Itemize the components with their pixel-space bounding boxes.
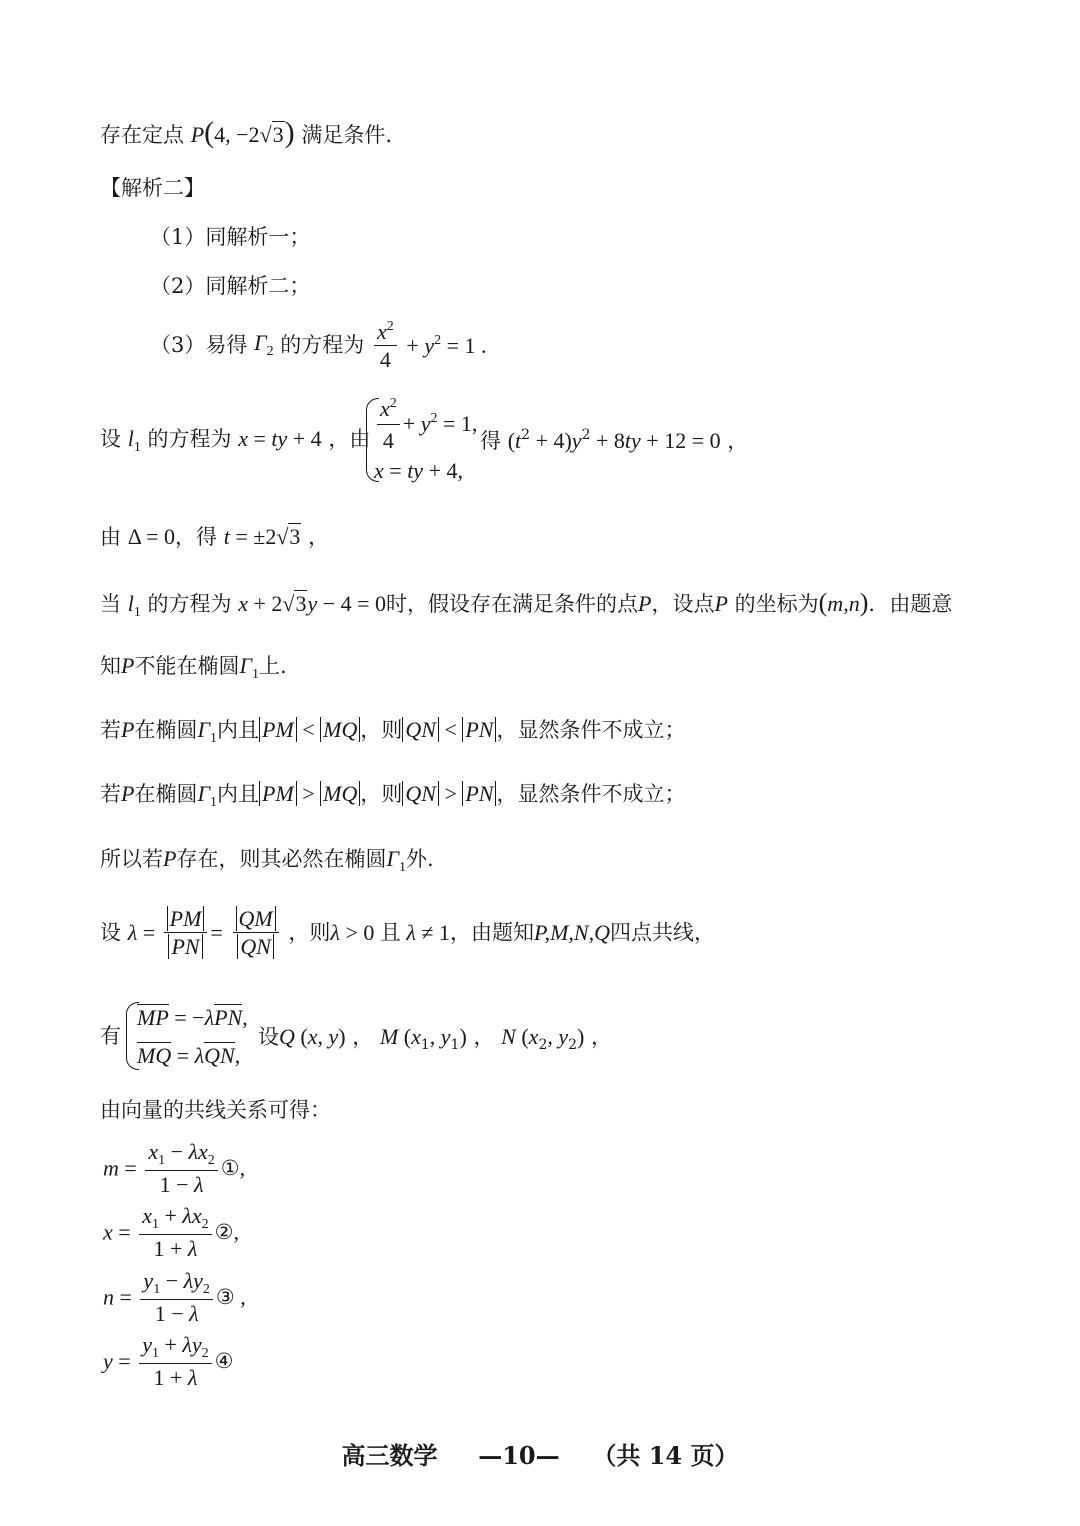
step-1: （1）同解析一；: [150, 225, 311, 249]
line-outside-ellipse: 所以若P存在，则其必然在椭圆$\Gamma_1$外.: [100, 846, 434, 875]
vector-eq-2: MQ = λQN,: [137, 1043, 241, 1068]
page-footer: [0, 1436, 1080, 1471]
equation-3: n = $\frac{y_1 - \lambda y_2}{1 - \lambda}$ ③ ,: [103, 1268, 246, 1326]
footer-subject: 高三数学: [341, 1441, 438, 1470]
step-2: （2）同解析二；: [150, 274, 311, 298]
line-vectors-lead: 有: [100, 1024, 121, 1048]
line-collinear: 由向量的共线关系可得：: [100, 1098, 331, 1122]
line-coordinates: 设Q (x, y) ， M ($x_1$, $y_1$) ， N ($x_2$, $y_2$) ，: [258, 1024, 613, 1053]
case-inside-less: 若P在椭圆$\Gamma_1$内且 PM < MQ ，则 QN < PN ，显然条件不成立；: [100, 717, 686, 746]
line-l1-equation: 设 $l_1$ 的方程为 x = ty + 4 ，由: [100, 426, 371, 455]
equation-1: m = $\frac{x_1 - \lambda x_2}{1 - \lambda}$ ①,: [103, 1139, 246, 1197]
case-inside-greater: 若P在椭圆$\Gamma_1$内且 PM > MQ ，则 QN > PN ，显然条件不成立；: [100, 781, 686, 810]
step-3: （3）易得 $\Gamma_2$ 的方程为 $\frac{x^2}{4}$ + $y^2 = 1$ .: [150, 319, 487, 372]
system-eq-2: x = ty + 4,: [374, 458, 463, 483]
line-discriminant: 由 Δ = 0，得 t = ±2√3 ，: [100, 524, 330, 549]
line-assume-p: 当 $l_1$ 的方程为 x + 2√3y − 4 = 0时，假设存在满足条件的点P，设点P 的坐标为(m,n)．由题意: [100, 588, 953, 620]
equation-2: x = $\frac{x_1 + \lambda x_2}{1 + \lambda}$ ②,: [103, 1203, 239, 1261]
line-not-on-ellipse: 知P不能在椭圆$\Gamma_1$上.: [100, 653, 287, 682]
system-eq-1: $\frac{x^2}{4}$ + $y^2 = 1$,: [374, 396, 477, 454]
line-lambda: 设 λ = $\frac{PM}{PN}$ = $\frac{QM}{QN}$ ，则λ > 0 且 λ ≠ 1，由题知P,M,N,Q四点共线，: [100, 906, 715, 959]
footer-total: （共 14 页）: [592, 1441, 739, 1470]
vector-eq-1: MP = −λPN,: [137, 1005, 248, 1030]
section-title: 【解析二】: [100, 176, 205, 200]
footer-page: —10—: [478, 1441, 560, 1470]
equation-4: y = $\frac{y_1 + \lambda y_2}{1 + \lambda}$ ④: [103, 1332, 234, 1390]
line-fixed-point: 存在定点 P(4, −2√3) 满足条件.: [100, 116, 393, 149]
line-quadratic: 得 $(t^2 + 4)y^2 + 8ty + 12 = 0$ ，: [480, 427, 749, 453]
